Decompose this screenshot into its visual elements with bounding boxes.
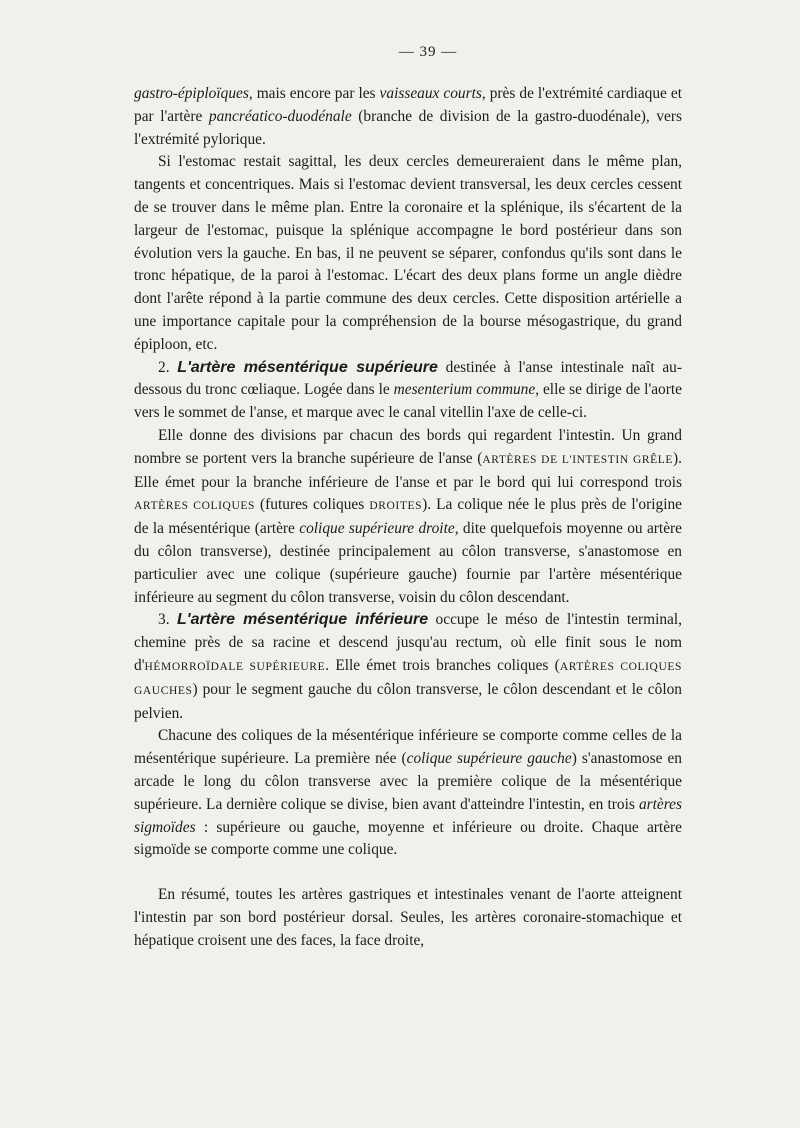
text: (futures coliques	[254, 496, 370, 514]
small-caps-term: ARTÈRES DE L'INTESTIN GRÊLE	[482, 453, 674, 466]
term: colique supérieure droite	[299, 520, 455, 538]
text: destinée à l'anse intestinale naît au-dessous du tronc cœliaque. Logée dans le	[134, 358, 682, 399]
paragraph-stomach-rotation: Si l'estomac restait sagittal, les deux cercles demeureraient dans le même plan, tangents et concentriques. Mais si l'estomac devient transversal, les deux cercles cessent de se trouver dans le même plan. Entre la coronaire et la splénique, ils s'écartent de la largeur de l'estomac, puisque la splénique accompagne le bord postérieur dans son évolution vers la gauche. En bas, il ne peuvent se séparer, confondus qu'ils sont dans le tronc hépatique, de la paroi à l'estomac. L'écart des deux plans forme un angle dièdre dont l'arête répond à la partie commune des deux cercles. Cette disposition artérielle a une importance capitale pour la compréhension de la bourse mésogastrique, du grand épiploon, etc.	[134, 153, 682, 353]
text: Elle donne des divisions par chacun des bords qui regardent l'intestin. Un grand nombre se portent vers la branche supérieure de l'anse (	[134, 426, 682, 467]
section-number: 3.	[158, 611, 177, 629]
paragraph-gastro-epiploic	[134, 83, 682, 151]
term: gastro-épiploïques	[134, 85, 249, 102]
paragraph-inferior-mesenteric	[134, 609, 682, 725]
term: mesenterium commune	[393, 381, 536, 399]
text: (branche de division de la gastro-duodénale), vers l'extrémité pylorique.	[134, 107, 682, 148]
small-caps-term: ARTÈRES COLIQUES GAUCHES	[134, 660, 682, 697]
text: ). Elle émet pour la branche inférieure de l'anse et par le bord qui lui correspond trois	[134, 449, 682, 491]
term: pancréatico-duodénale	[208, 107, 352, 125]
term: artères sigmoïdes	[134, 795, 682, 836]
small-caps-term: DROITES	[369, 500, 423, 513]
text: , dite quelquefois moyenne ou artère du côlon transverse), destinée principalement au côlon transverse, s'anastomose en particulier avec une colique (supérieure gauche) fournie par l'artère mésentérique inférieure au segment du côlon transverse, voisin du côlon descendant.	[134, 520, 682, 606]
text: ). La colique née le plus près de l'origine de la mésentérique (artère	[134, 496, 683, 538]
paragraph-superior-divisions	[134, 425, 682, 609]
text: , elle se dirige de l'aorte vers le sommet de l'anse, et marque avec le canal vitellin l'axe de celle-ci.	[134, 381, 682, 422]
text: , mais encore par les	[248, 85, 380, 102]
text: : supérieure ou gauche, moyenne et inférieure ou droite. Chaque artère sigmoïde se comporte comme une colique.	[134, 818, 682, 859]
section-number: 2.	[158, 358, 178, 376]
paragraph-spacer	[134, 862, 682, 884]
text: . Elle émet trois branches coliques (	[325, 656, 560, 674]
text: ) pour le segment gauche du côlon transverse, le côlon descendant et le côlon pelvien.	[134, 680, 682, 722]
page-number: — 39 —	[398, 44, 458, 60]
text: ) s'anastomose en arcade le long du côlon transverse avec la première colique de la mésentérique supérieure. La dernière colique se divise, bien avant d'atteindre l'intestin, en trois	[134, 750, 682, 813]
small-caps-term: HÉMORROÏDALE SUPÉRIEURE	[144, 660, 326, 673]
text: Chacune des coliques de la mésentérique inférieure se comporte comme celles de la mésentérique supérieure. La première née (	[134, 727, 682, 768]
paragraph-superior-mesenteric	[134, 357, 682, 425]
text: occupe le méso de l'intestin terminal, chemine près de sa racine et descend jusqu'au rectum, où elle finit sous le nom d'	[134, 611, 683, 674]
term: vaisseaux courts	[379, 85, 482, 102]
section-heading: L'artère mésentérique inférieure	[177, 611, 429, 629]
small-caps-term: ARTÈRES COLIQUES	[134, 500, 255, 513]
term: colique supérieure gauche	[406, 750, 572, 768]
paragraph-summary: En résumé, toutes les artères gastriques et intestinales venant de l'aorte atteignent l'intestin par son bord postérieur dorsal. Seules, les artères coronaire-stomachique et hépatique croisent une des faces, la face droite,	[134, 886, 682, 949]
section-heading: L'artère mésentérique supérieure	[177, 358, 438, 376]
paragraph-inferior-coliques	[134, 725, 682, 862]
text: , près de l'extrémité cardiaque et par l'artère	[134, 85, 682, 125]
